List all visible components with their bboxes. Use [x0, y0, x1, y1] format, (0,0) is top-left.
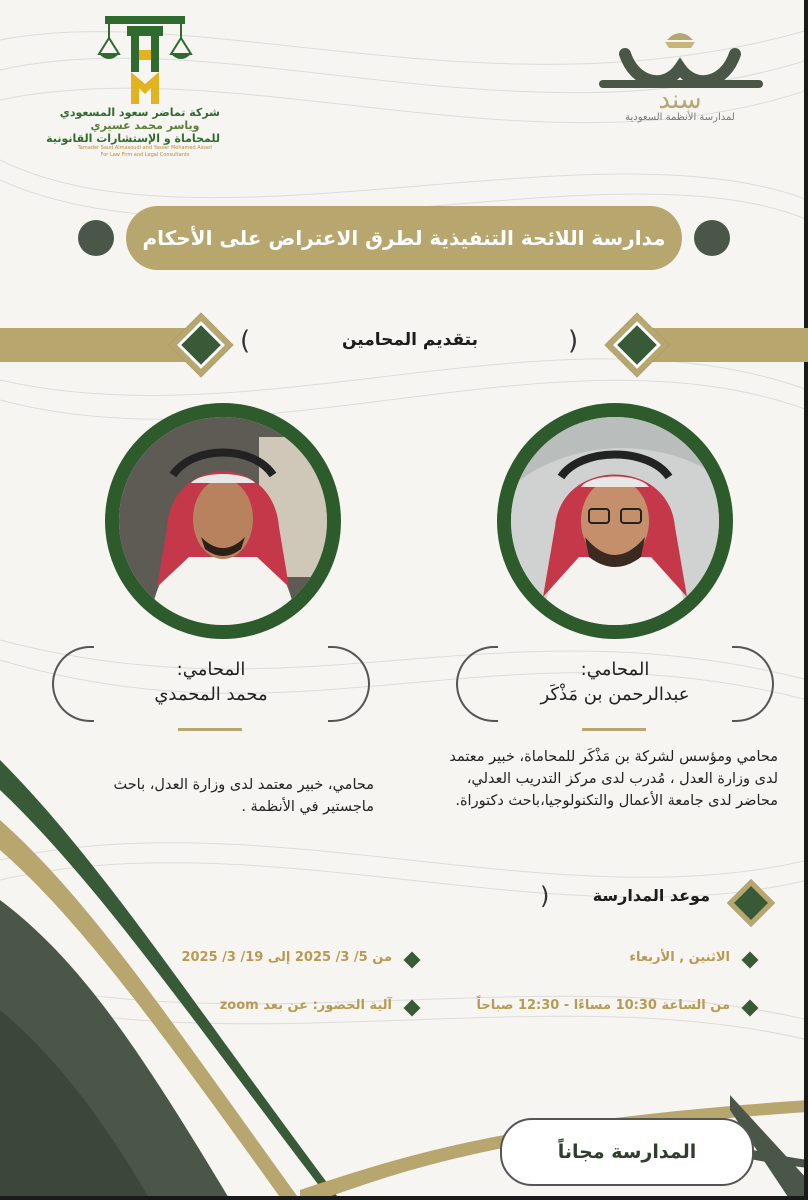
law-firm-name-line3: للمحاماة و الإستشارات القانونية — [46, 132, 220, 145]
presenter-namebox-1 — [456, 646, 774, 722]
presenter-bio-2: محامي، خبير معتمد لدى وزارة العدل، باحث ماجستير في الأنظمة . — [113, 777, 374, 815]
name-underline-2 — [178, 728, 242, 731]
schedule-dates: من 5/ 3/ 2025 إلى 19/ 3/ 2025 — [181, 950, 392, 965]
law-firm-name-line1: شركة تماضر سعود المسعودي — [59, 106, 220, 119]
sanad-subtitle: لمدارسة الأنظمة السعودية — [625, 112, 735, 123]
heading-paren-left: ( — [240, 326, 251, 356]
event-title: مدارسة اللائحة التنفيذية لطرق الاعتراض على الأحكام — [126, 206, 682, 270]
sanad-mark-icon — [595, 24, 765, 112]
presenter-portrait-2 — [119, 417, 327, 625]
presenter-namebox-2 — [52, 646, 370, 722]
title-dot-right — [694, 220, 730, 256]
schedule-heading: موعد المدارسة — [592, 886, 710, 905]
schedule-days: الاثنين , الأربعاء — [629, 950, 730, 965]
sanad-wordmark: سند — [658, 85, 702, 112]
frame-edge-right — [804, 0, 808, 1200]
band-left — [0, 328, 196, 362]
presenters-heading: بتقديم المحامين — [341, 330, 479, 350]
law-firm-name-english1: Tamader Saud Almasoudi and Yasser Mohamed Asseri — [77, 145, 213, 151]
law-firm-name-line2: وياسر محمد عسيري — [90, 119, 200, 132]
sanad-logo — [590, 24, 770, 123]
presenter-label-2: المحامي: — [176, 659, 246, 680]
schedule-attendance: آلية الحضور: عن بعد zoom — [219, 998, 392, 1013]
schedule-time: من الساعة 10:30 مساءًا - 12:30 صباحاً — [476, 998, 730, 1013]
presenter-name-1: عبدالرحمن بن مَذْكَر — [540, 684, 690, 705]
name-underline-1 — [582, 728, 646, 731]
schedule-paren: ) — [540, 882, 550, 910]
presenter-photo-1 — [497, 403, 733, 639]
title-dot-left — [78, 220, 114, 256]
heading-paren-right: ) — [568, 326, 579, 356]
presenter-name-2: محمد المحمدي — [154, 684, 268, 705]
presenter-label-1: المحامي: — [580, 659, 650, 680]
law-firm-name-english2: For Law Firm and Legal Consultants — [100, 152, 190, 158]
scales-pillar-icon — [97, 14, 193, 106]
law-firm-logo — [46, 14, 220, 159]
presenter-portrait-1 — [511, 417, 719, 625]
presenter-photo-2 — [105, 403, 341, 639]
free-badge: المدارسة مجاناً — [500, 1118, 754, 1186]
frame-edge-bottom — [0, 1196, 808, 1200]
presenter-bio-1: محامي ومؤسس لشركة بن مَذْكَر للمحاماة، خبير معتمد لدى وزارة العدل ، مُدرب لدى مركز التدريب العدلي، محاضر لدى جامعة الأعمال والتكنولوجيا،باحث دكتوراة. — [449, 749, 778, 809]
